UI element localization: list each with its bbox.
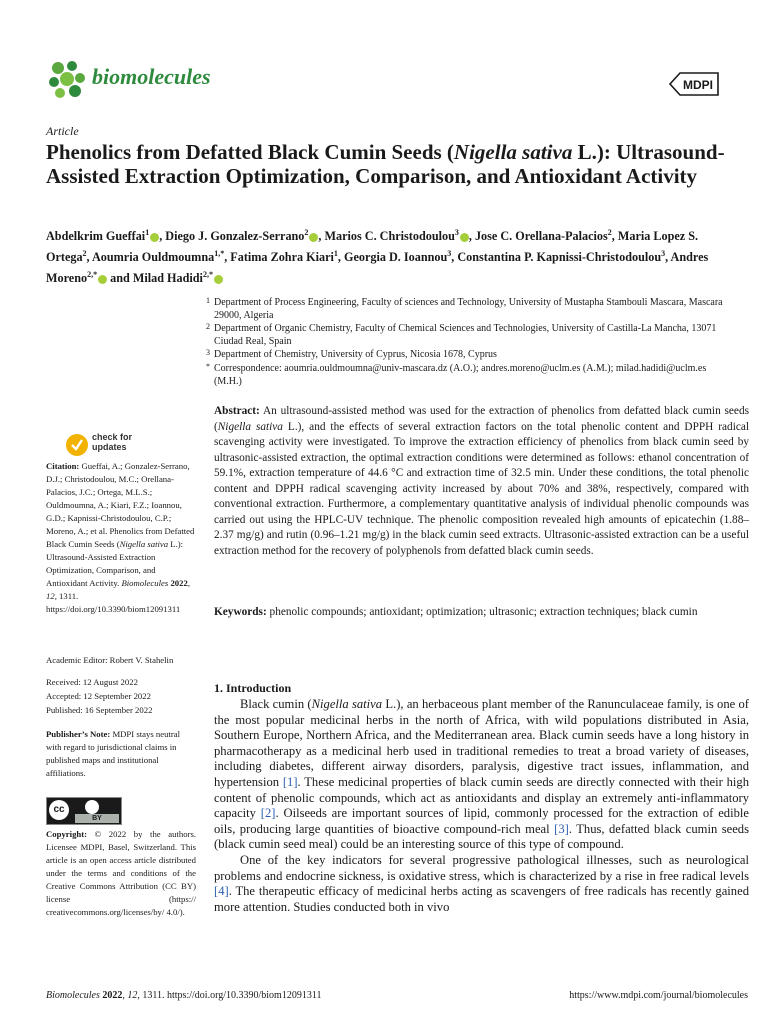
footer-journal-url[interactable]: https://www.mdpi.com/journal/biomolecules [569,990,748,1001]
author-affiliation-mark: 3 [661,249,666,259]
orcid-icon[interactable] [460,233,469,242]
check-for-updates-button[interactable] [46,430,166,462]
accepted-date: Accepted: 12 September 2022 [46,691,151,701]
intro-paragraph-2: One of the key indicators for several progressive pathological illnesses, such as neurological problems and endocrine sickness, is oxidative stress, which is characterized by a rise in free radical levels [4]. The therapeutic efficacy of medicinal herbs acting as scavengers of free radicals has recently gained more attention. Studies conducted both in vivo [214,852,749,914]
academic-editor: Academic Editor: Robert V. Stahelin [46,655,174,665]
author-name: Jose C. Orellana-Palacios [474,229,608,244]
author-affiliation-mark: 3 [454,228,459,237]
author-separator: , [611,229,618,244]
author-affiliation-mark: 2,* [87,270,98,280]
reference-link-1[interactable]: [1] [282,774,298,789]
cc-by-label: BY [75,814,119,823]
abstract: Abstract: An ultrasound-assisted method was used for the extraction of phenolics from defatted black cumin seeds (Nigella sativa L.), and the effects of several extraction factors on the total phenolic content and DPPH radical scavenging activity were investigated. To improve the extraction efficiency of phenolics from black cumin seed by ultrasonic-assisted extraction, the optimal extraction conditions were determined as follows: ethanol concentration of 59.1%, extraction temperature of 44.6 °C and extraction time of 32.5 min. Under these conditions, the total phenolic content and DPPH radical scavenging activity increased by about 70% and 38%, respectively, compared with conventional extraction. Furthermore, a complementary quantitative analysis of individual phenolic compounds was carried out using the HPLC-UV technique. The phenolic composition revealed high amounts of epicatechin (1.88–2.37 mg/g) and rutin (0.96–1.21 mg/g) in the black cumin seed extracts. Ultrasonic-assisted extraction can be a useful extraction method for the recovery of polyphenols from defatted black cumin seeds. [214,405,749,557]
author-separator: , [337,250,344,265]
keywords: Keywords: phenolic compounds; antioxidant; optimization; ultrasonic; extraction techniques; black cumin [214,606,698,618]
author-affiliation-mark: 2 [607,228,612,237]
published-date: Published: 16 September 2022 [46,705,153,715]
article-title: Phenolics from Defatted Black Cumin Seeds (Nigella sativa L.): Ultrasound-Assisted Extraction Optimization, Comparison, and Antioxidant Activity [46,140,725,188]
author-name: Maria Lopez S. Ortega [46,229,699,265]
author-separator: , [468,229,475,244]
author-name: Milad Hadidi [132,271,203,286]
author-name: Constantina P. Kapnissi-Christodoulou [457,250,662,265]
affiliation-3: 3 Department of Chemistry, University of Cyprus, Nicosia 1678, Cyprus [206,348,497,360]
intro-paragraph-1: Black cumin (Nigella sativa L.), an herbaceous plant member of the Ranunculaceae family, is one of the most popular medicinal herbs in the north of Africa, with wild populations distributed in Asia, Southern Europe, Northern Africa, and the Mediterranean area. Black cumin seeds have a long history in pharmacotherapy as a medicinal herb used in traditional remedies to treat a broad variety of diseases, including diabetes, different airway disorders, paralysis, digestive tract issues, inflammation, and hypertension [1]. These medicinal properties of black cumin seeds are directly connected with their high content of phenolic compounds, which act as antioxidants and display an extremely anti-inflammatory capacity [2]. Oilseeds are important sources of lipid, commonly processed for the extraction of edible oils, producing large quantities of bioactive compound-rich meal [3]. Thus, defatted black cumin seeds (black cumin seed meal) could be an interesting source of this type of compound. [214,697,749,852]
author-affiliation-mark: 2,* [202,270,213,280]
orcid-icon[interactable] [214,275,223,284]
author-separator: , [86,250,92,265]
introduction-body [214,697,749,915]
reference-link-4[interactable]: [4] [214,884,229,899]
author-affiliation-mark: 1,* [214,249,225,259]
journal-name: biomolecules [92,64,211,89]
copyright: Copyright: © 2022 by the authors. Licensee MDPI, Basel, Switzerland. This article is an open access article distributed under the terms and conditions of the Creative Commons Attribution (CC BY) license (https:// creativecommons.org/licenses/by/ 4.0/). [46,829,196,917]
check-updates-line1: check for [92,432,133,442]
publisher-name: MDPI [683,78,713,92]
biomolecules-logo-icon [46,58,88,100]
author-affiliation-mark: 2 [82,249,87,259]
author-separator: , [159,229,166,244]
author-list [46,224,736,287]
attribution-icon [85,800,99,814]
check-updates-line2: updates [92,442,127,452]
author-affiliation-mark: 2 [304,228,309,237]
author-separator: , [224,250,231,265]
cc-icon: cc [49,800,69,820]
citation: Citation: Gueffai, A.; Gonzalez-Serrano, D.J.; Christodoulou, M.C.; Orellana-Palacios, J.C.; Ortega, M.L.S.; Ouldmoumna, A.; Kiari, F.Z.; Ioannou, G.D.; Kapnissi-Christodoulou, C.P.; Moreno, A.; et al. Phenolics from Defatted Black Cumin Seeds (Nigella sativa L.): Ultrasound-Assisted Extraction Optimization, Comparison, and Antioxidant Activity. Biomolecules 2022, 12, 1311. https://doi.org/10.3390/biom12091311 [46,461,195,614]
author-name: Diego J. Gonzalez-Serrano [165,229,305,244]
author-affiliation-mark: 1 [333,249,338,259]
affiliation-2: 2 Department of Organic Chemistry, Faculty of Chemical Sciences and Technologies, University of Castilla-La Mancha, 13071 Ciudad Real, Spain [206,322,717,347]
correspondence: * Correspondence: aoumria.ouldmoumna@univ-mascara.dz (A.O.); andres.moreno@uclm.es (A.M.); milad.hadidi@uclm.es (M.H.) [206,362,707,387]
affiliation-1: 1 Department of Process Engineering, Faculty of sciences and Technology, University of Mustapha Stambouli Mascara, Mascara 29000, Algeria [206,296,723,321]
reference-link-3[interactable]: [3] [554,821,569,836]
author-affiliation-mark: 3 [447,249,452,259]
author-name: Marios C. Christodoulou [324,229,455,244]
author-name: Fatima Zohra Kiari [230,250,334,265]
cc-by-license-badge[interactable] [46,797,122,825]
received-date: Received: 12 August 2022 [46,677,138,687]
section-heading-introduction: 1. Introduction [214,681,292,695]
author-separator: , [451,250,458,265]
author-name: Georgia D. Ioannou [343,250,448,265]
author-name: Aoumria Ouldmoumna [91,250,215,265]
author-name: Andres Moreno [46,250,709,286]
author-separator: , [665,250,671,265]
author-separator: and [107,271,133,286]
author-name: Abdelkrim Gueffai [46,229,146,244]
reference-link-2[interactable]: [2] [260,806,276,821]
mdpi-logo-icon [666,71,722,97]
publisher-note: Publisher’s Note: MDPI stays neutral with regard to jurisdictional claims in published maps and institutional affiliations. [46,729,180,778]
check-updates-icon [66,432,88,458]
footer-citation: Biomolecules 2022, 12, 1311. https://doi.org/10.3390/biom12091311 [46,990,322,1001]
orcid-icon[interactable] [150,233,159,242]
author-separator: , [318,229,325,244]
article-type: Article [46,124,79,138]
author-affiliation-mark: 1 [145,228,150,237]
orcid-icon[interactable] [98,275,107,284]
